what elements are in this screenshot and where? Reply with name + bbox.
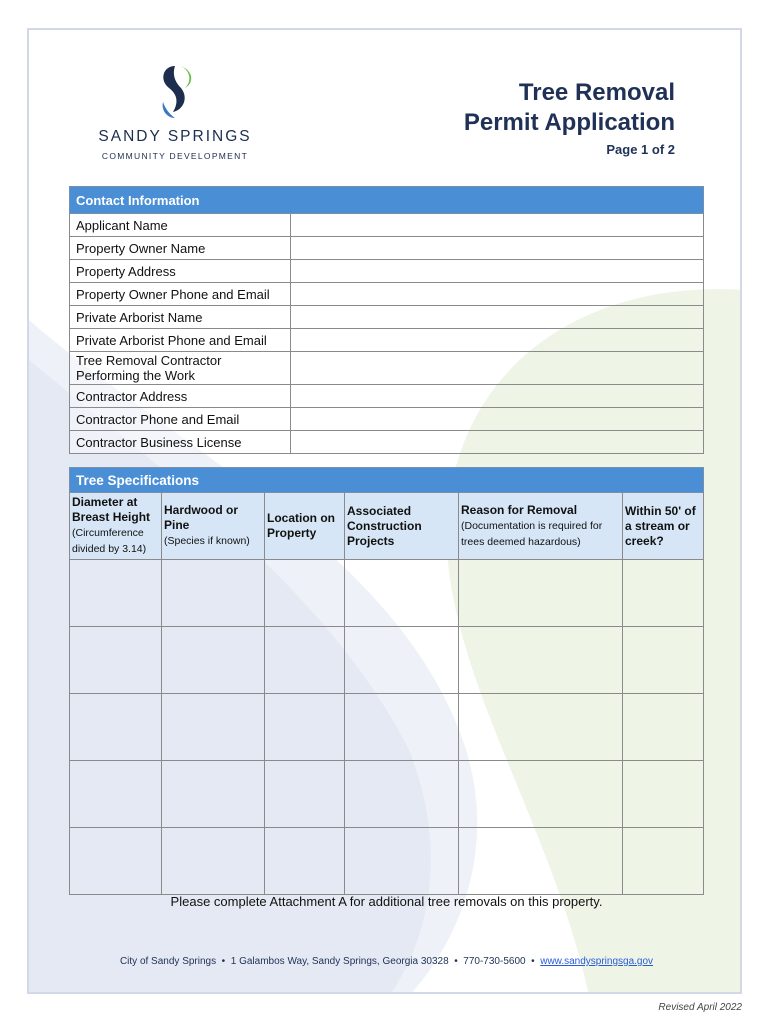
contact-field[interactable]: [291, 306, 704, 329]
contact-information-table: [69, 186, 704, 454]
table-row: [70, 761, 704, 828]
contact-field[interactable]: [291, 408, 704, 431]
contact-label: Private Arborist Name: [70, 306, 291, 329]
table-cell[interactable]: [265, 694, 345, 761]
column-header: [265, 493, 345, 560]
footer-bullet: •: [221, 956, 226, 967]
column-title: Reason for Removal: [461, 502, 578, 517]
table-cell[interactable]: [459, 828, 623, 895]
table-cell[interactable]: [345, 627, 459, 694]
table-cell[interactable]: [459, 694, 623, 761]
table-row: [70, 694, 704, 761]
table-cell[interactable]: [623, 627, 704, 694]
contact-label: Applicant Name: [70, 214, 291, 237]
table-cell[interactable]: [162, 828, 265, 895]
contact-label: Contractor Address: [70, 385, 291, 408]
table-cell[interactable]: [265, 828, 345, 895]
contact-field[interactable]: [291, 214, 704, 237]
table-cell[interactable]: [265, 761, 345, 828]
document-page: [27, 28, 742, 994]
contact-label: Tree Removal Contractor Performing the Work: [70, 352, 291, 385]
title-line-1: Tree Removal: [518, 79, 675, 106]
footer-address: 1 Galambos Way, Sandy Springs, Georgia 30328: [230, 956, 449, 967]
contact-label: Property Owner Phone and Email: [70, 283, 291, 306]
contact-field[interactable]: [291, 329, 704, 352]
column-note: (Circumference divided by 3.14): [72, 527, 147, 555]
document-title: [464, 78, 675, 157]
table-cell[interactable]: [265, 627, 345, 694]
contact-label: Contractor Business License: [70, 431, 291, 454]
table-cell[interactable]: [345, 560, 459, 627]
table-cell[interactable]: [623, 560, 704, 627]
revised-date: Revised April 2022: [658, 1002, 742, 1013]
column-note: (Species if known): [164, 535, 250, 547]
column-title: Associated Construction Projects: [347, 503, 422, 548]
table-cell[interactable]: [459, 627, 623, 694]
contact-label: Private Arborist Phone and Email: [70, 329, 291, 352]
column-header: [459, 493, 623, 560]
table-cell[interactable]: [162, 761, 265, 828]
column-title: Location on Property: [267, 511, 335, 540]
footer-bullet: •: [531, 956, 535, 967]
column-title: Hardwood or Pine: [164, 503, 238, 532]
table-cell[interactable]: [162, 627, 265, 694]
footer-bullet: •: [454, 956, 458, 967]
sandy-springs-logo: [85, 62, 265, 161]
contact-field[interactable]: [291, 283, 704, 306]
table-cell[interactable]: [345, 694, 459, 761]
table-cell[interactable]: [70, 761, 162, 828]
contact-label: Contractor Phone and Email: [70, 408, 291, 431]
contact-label: Property Address: [70, 260, 291, 283]
contact-field[interactable]: [291, 352, 704, 385]
title-line-2: Permit Application: [463, 109, 675, 136]
table-cell[interactable]: [459, 560, 623, 627]
contact-label: Property Owner Name: [70, 237, 291, 260]
contact-field[interactable]: [291, 385, 704, 408]
table-cell[interactable]: [162, 694, 265, 761]
table-cell[interactable]: [623, 761, 704, 828]
logo-mark-icon: [145, 62, 205, 122]
column-title: Diameter at Breast Height: [72, 495, 151, 524]
tree-header: Tree Specifications: [70, 468, 704, 493]
table-cell[interactable]: [345, 761, 459, 828]
column-title: Within 50' of a stream or creek?: [625, 503, 696, 548]
table-cell[interactable]: [70, 560, 162, 627]
column-header: [623, 493, 704, 560]
page-number: Page 1 of 2: [606, 142, 675, 157]
table-cell[interactable]: [623, 828, 704, 895]
footer-phone: 770-730-5600: [463, 956, 526, 967]
logo-name: SANDY SPRINGS: [98, 128, 252, 145]
footer: [29, 956, 742, 967]
contact-field[interactable]: [291, 260, 704, 283]
table-cell[interactable]: [162, 560, 265, 627]
footer-city: City of Sandy Springs: [119, 956, 217, 967]
column-header: [345, 493, 459, 560]
table-row: [70, 828, 704, 895]
table-cell[interactable]: [265, 560, 345, 627]
attachment-note: Please complete Attachment A for additional tree removals on this property.: [170, 894, 603, 909]
table-cell[interactable]: [70, 694, 162, 761]
table-row: [70, 627, 704, 694]
contact-header: Contact Information: [70, 187, 704, 214]
column-header: [70, 493, 162, 560]
table-cell[interactable]: [70, 828, 162, 895]
logo-subtitle: COMMUNITY DEVELOPMENT: [101, 151, 249, 161]
table-cell[interactable]: [459, 761, 623, 828]
column-note: (Documentation is required for trees deemed hazardous): [461, 519, 603, 548]
table-cell[interactable]: [70, 627, 162, 694]
table-cell[interactable]: [623, 694, 704, 761]
contact-field[interactable]: [291, 431, 704, 454]
website-link[interactable]: www.sandyspringsga.gov: [540, 956, 654, 967]
contact-field[interactable]: [291, 237, 704, 260]
tree-specifications-table: [69, 467, 704, 895]
table-row: [70, 560, 704, 627]
table-cell[interactable]: [345, 828, 459, 895]
column-header: [162, 493, 265, 560]
